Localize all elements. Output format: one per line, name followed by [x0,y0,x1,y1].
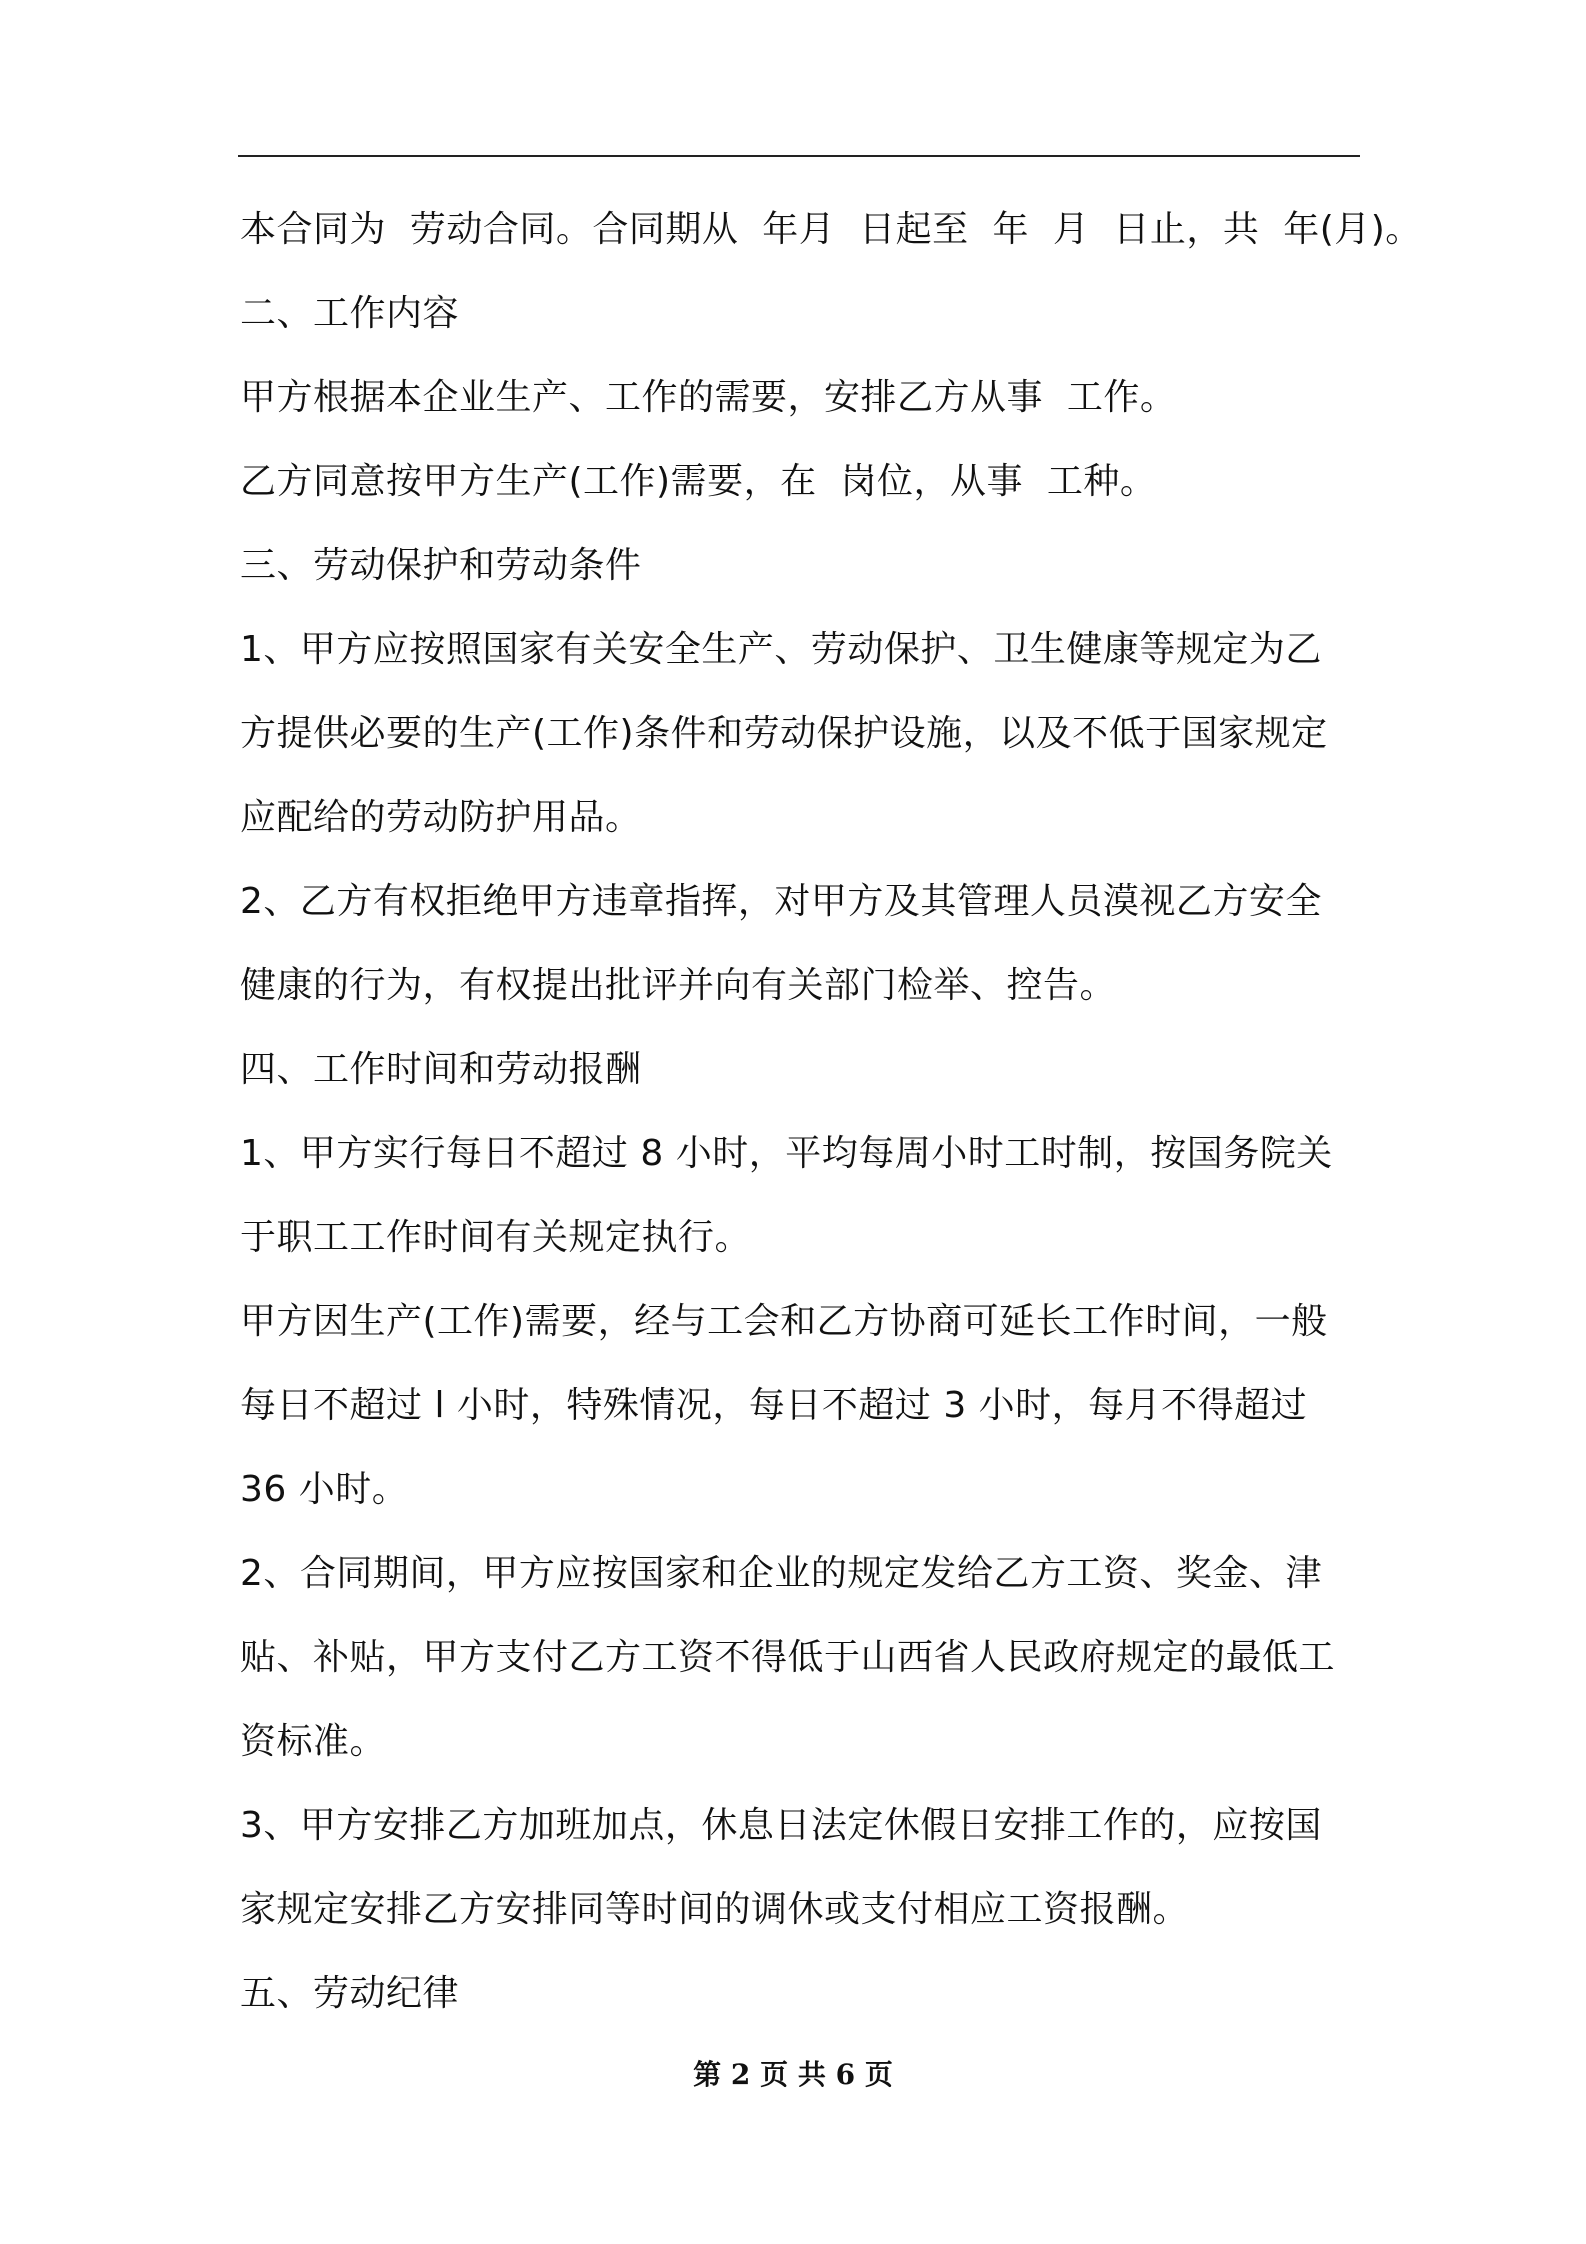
section-heading-2: 二、工作内容 [240,293,460,334]
paragraph-line: 2、乙方有权拒绝甲方违章指挥，对甲方及其管理人员漠视乙方安全 [240,881,1322,922]
paragraph-line: 应配给的劳动防护用品。 [240,797,642,838]
paragraph-line: 贴、补贴，甲方支付乙方工资不得低于山西省人民政府规定的最低工 [240,1637,1336,1678]
paragraph-line: 家规定安排乙方安排同等时间的调休或支付相应工资报酬。 [240,1889,1190,1930]
paragraph-line: 甲方因生产(工作)需要，经与工会和乙方协商可延长工作时间，一般 [240,1301,1328,1342]
section-heading-3: 三、劳动保护和劳动条件 [240,545,642,586]
paragraph-line: 每日不超过 l 小时，特殊情况，每日不超过 3 小时，每月不得超过 [240,1385,1308,1426]
paragraph-line: 1、甲方应按照国家有关安全生产、劳动保护、卫生健康等规定为乙 [240,629,1322,670]
paragraph-line: 2、合同期间，甲方应按国家和企业的规定发给乙方工资、奖金、津 [240,1553,1322,1594]
paragraph-line: 1、甲方实行每日不超过 8 小时，平均每周小时工时制，按国务院关 [240,1133,1333,1174]
contract-period-line: 本合同为 劳动合同。合同期从 年月 日起至 年 月 日止，共 年(月)。 [240,209,1422,250]
paragraph-line: 资标准。 [240,1721,387,1762]
section-heading-5: 五、劳动纪律 [240,1973,460,2014]
paragraph-line: 甲方根据本企业生产、工作的需要，安排乙方从事 工作。 [240,377,1177,418]
header-rule [238,155,1360,157]
paragraph-line: 于职工工作时间有关规定执行。 [240,1217,752,1258]
paragraph-line: 36 小时。 [240,1469,409,1510]
paragraph-line: 3、甲方安排乙方加班加点，休息日法定休假日安排工作的，应按国 [240,1805,1322,1846]
paragraph-line: 方提供必要的生产(工作)条件和劳动保护设施，以及不低于国家规定 [240,713,1328,754]
paragraph-line: 乙方同意按甲方生产(工作)需要，在 岗位，从事 工种。 [240,461,1157,502]
page-number-footer: 第 2 页 共 6 页 [693,2058,893,2091]
section-heading-4: 四、工作时间和劳动报酬 [240,1049,642,1090]
paragraph-line: 健康的行为，有权提出批评并向有关部门检举、控告。 [240,965,1117,1006]
